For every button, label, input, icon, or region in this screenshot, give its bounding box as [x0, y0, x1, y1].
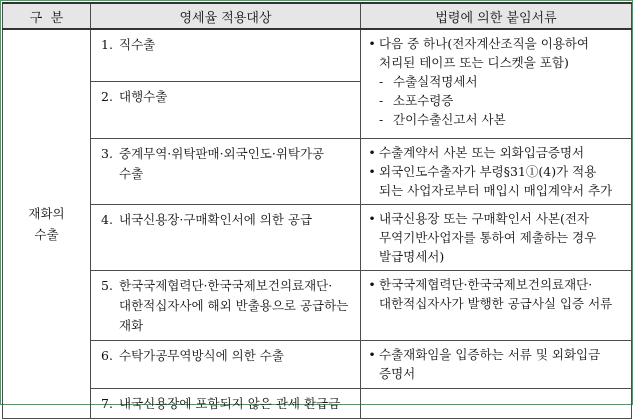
bullet-icon: •	[368, 36, 376, 51]
category-line: 수출	[34, 226, 59, 242]
item-number: 7.	[101, 395, 113, 411]
doc-bullet	[365, 209, 625, 266]
table-row	[3, 340, 632, 388]
doc-text: 되는 사업자로부터 매입시 매입계약서 추가	[379, 182, 613, 198]
header-target: 영세율 적용대상	[91, 3, 361, 29]
bullet-icon: •	[368, 346, 376, 362]
category-line: 재화의	[28, 205, 65, 221]
documents-cell	[361, 138, 632, 204]
target-cell	[91, 29, 361, 81]
doc-text: 대한적십자사가 발행한 공급사실 입증 서류	[379, 295, 613, 311]
header-documents: 법령에 의한 붙임서류	[361, 3, 632, 29]
zero-rate-document-table	[2, 2, 632, 419]
dash-icon: -	[379, 74, 384, 89]
dash-icon: -	[379, 112, 384, 127]
item-text: 대한적십자사에 해외 반출용으로 공급하는	[119, 297, 349, 313]
documents-cell	[361, 340, 632, 388]
item-text: 한국국제협력단·한국국제보건의료재단·	[119, 277, 333, 293]
item-text: 내국신용장·구매확인서에 의한 공급	[119, 211, 313, 227]
target-cell	[91, 204, 361, 270]
table-row	[3, 138, 632, 204]
documents-cell	[361, 204, 632, 270]
item-number: 5.	[101, 277, 113, 293]
item-text: 직수출	[119, 37, 156, 52]
doc-subitem-text: 수출실적명세서	[393, 74, 478, 89]
bullet-icon: •	[368, 163, 376, 179]
table-row	[3, 388, 632, 418]
doc-text: 무역기반사업자를 통하여 제출하는 경우	[379, 229, 597, 245]
bullet-icon: •	[368, 210, 376, 226]
doc-bullet	[365, 345, 625, 383]
doc-text: 외국인도수출자가 부령§31①(4)가 적용	[379, 163, 597, 179]
item-text: 내국신용장에 포함되지 않은 관세 환급금	[119, 395, 341, 411]
doc-text: 수출계약서 사본 또는 외화입금증명서	[379, 144, 585, 160]
doc-bullet	[365, 162, 625, 200]
bullet-icon: •	[368, 144, 376, 160]
item-text: 수출	[119, 165, 144, 181]
target-cell	[91, 270, 361, 340]
doc-text: 다음 중 하나(전자계산조직을 이용하여	[379, 36, 589, 51]
target-cell	[91, 138, 361, 204]
item-number: 3.	[101, 145, 113, 161]
item-text: 수탁가공무역방식에 의한 수출	[119, 347, 284, 363]
target-cell	[91, 340, 361, 388]
doc-bullet	[365, 143, 625, 162]
dash-icon: -	[379, 93, 384, 108]
item-number: 6.	[101, 347, 113, 363]
doc-text: 내국신용장 또는 구매확인서 사본(전자	[379, 210, 589, 226]
table-row	[3, 204, 632, 270]
documents-cell	[361, 29, 632, 138]
table-row	[3, 270, 632, 340]
doc-bullet	[365, 275, 625, 313]
target-cell	[91, 81, 361, 138]
doc-text: 처리된 테이프 또는 디스켓을 포함)	[379, 55, 569, 70]
doc-subitem	[365, 72, 625, 91]
item-number: 4.	[101, 211, 113, 227]
doc-text: 한국국제협력단·한국국제보건의료재단·	[379, 276, 593, 292]
doc-text: 증명서	[379, 365, 416, 381]
documents-cell	[361, 270, 632, 340]
doc-bullet	[365, 34, 625, 72]
doc-text: 수출재화임을 입증하는 서류 및 외화입금	[379, 346, 601, 362]
item-text: 재화	[119, 317, 144, 333]
bullet-icon: •	[368, 276, 376, 292]
category-cell	[3, 29, 91, 418]
doc-subitem-text: 간이수출신고서 사본	[393, 112, 506, 127]
doc-subitem-text: 소포수령증	[393, 93, 454, 108]
table-row	[3, 29, 632, 81]
doc-text: 발급명세서)	[379, 248, 445, 264]
doc-subitem	[365, 91, 625, 110]
item-text: 중계무역·위탁판매·외국인도·위탁가공	[119, 145, 325, 161]
item-number: 2.	[101, 88, 113, 104]
item-text: 대행수출	[119, 88, 168, 104]
table-header-row	[3, 3, 632, 29]
item-number: 1.	[101, 37, 113, 52]
documents-cell-empty	[361, 388, 632, 418]
target-cell	[91, 388, 361, 418]
doc-subitem	[365, 110, 625, 129]
header-category: 구 분	[3, 3, 91, 29]
